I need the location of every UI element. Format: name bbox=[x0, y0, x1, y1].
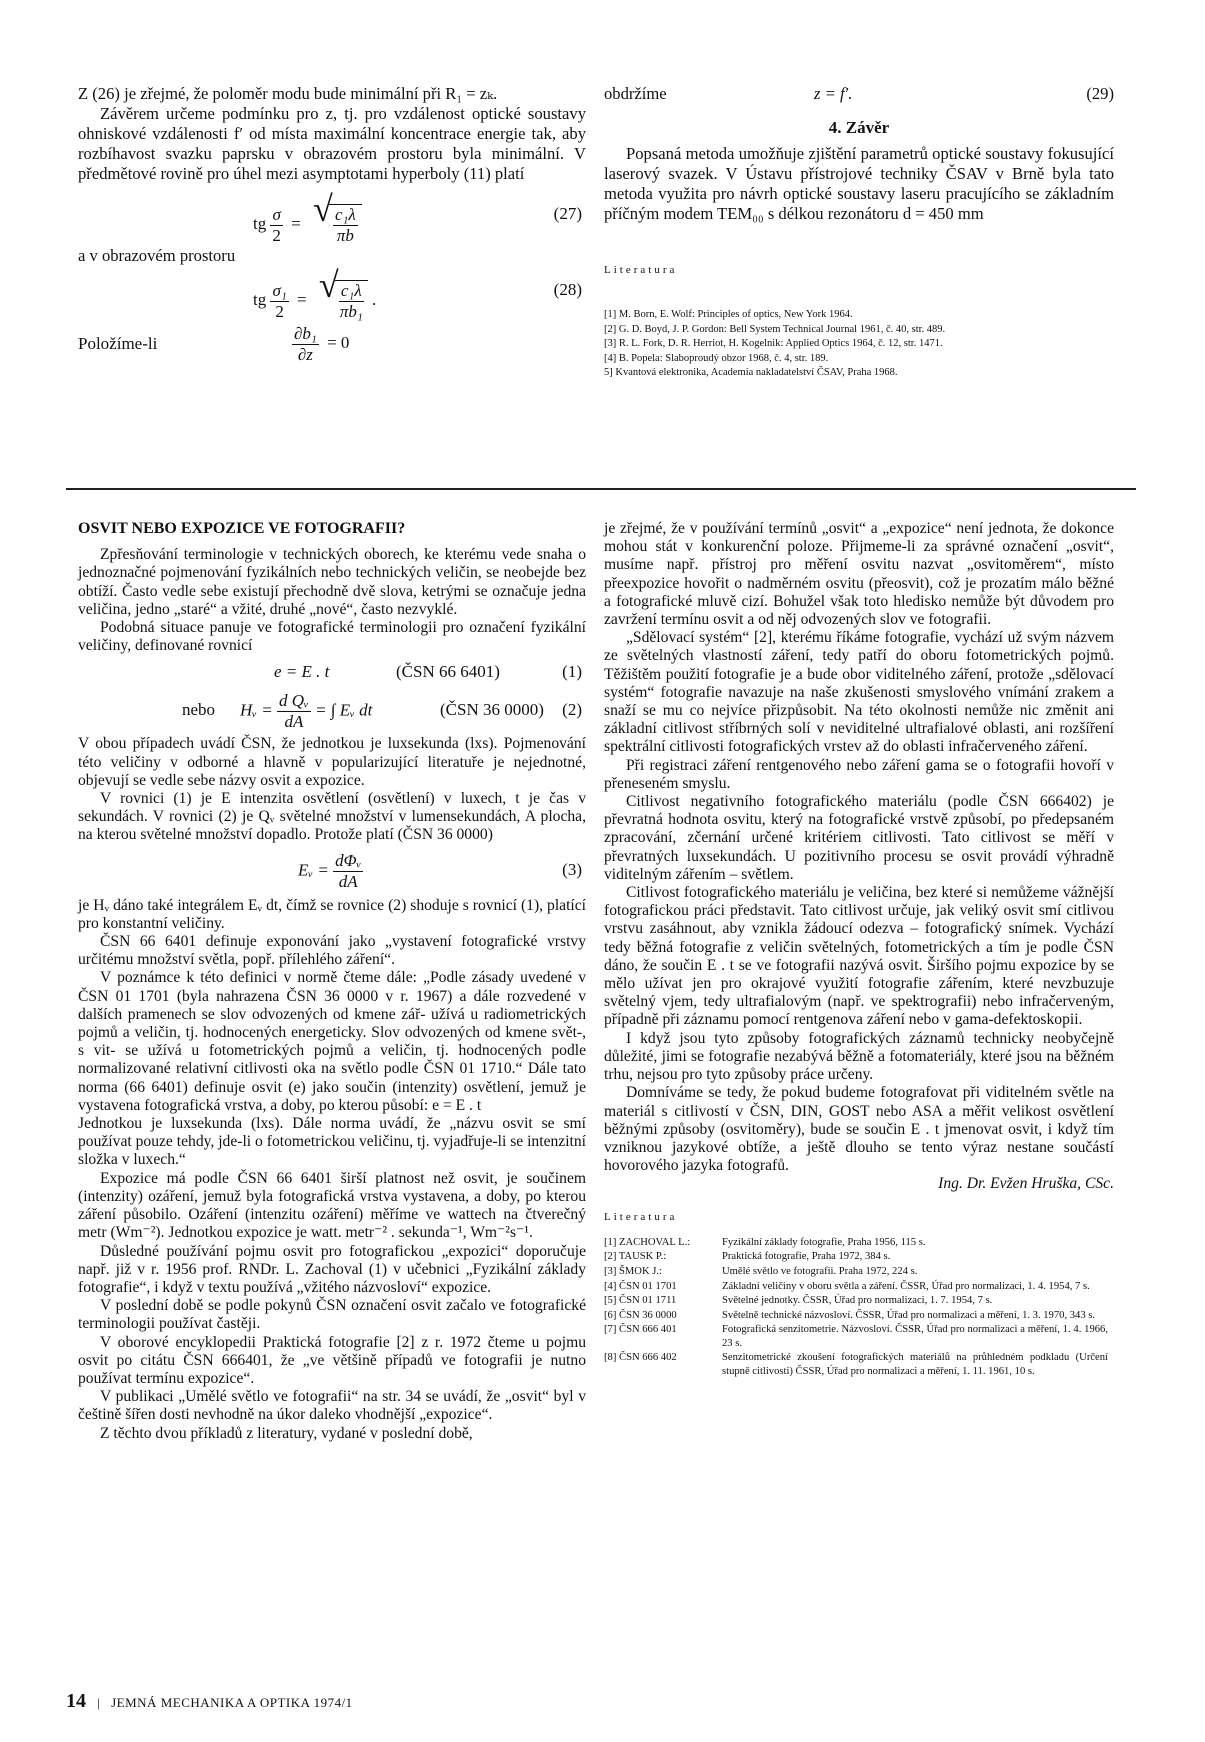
equation-2 bbox=[78, 689, 586, 731]
literature-row bbox=[604, 1294, 1114, 1309]
page-number: 14 bbox=[66, 1690, 86, 1712]
literature-key: [5] ČSN 01 1711 bbox=[604, 1295, 677, 1307]
frac-numerator: d Qᵥ bbox=[279, 691, 309, 711]
article-left-column bbox=[78, 520, 586, 1443]
literature-text: Fotografická senzitometrie. Názvosloví. ČSSR, Úřad pro normalizaci a měření, 1. 4. 1966, 23 s. bbox=[722, 1324, 1108, 1349]
literature-key: [8] ČSN 666 402 bbox=[604, 1352, 677, 1364]
sqrt-numerator: √ c₁λ bbox=[340, 281, 362, 300]
literature-heading: Literatura bbox=[604, 1210, 678, 1223]
page-footer bbox=[66, 1690, 353, 1713]
equation-put bbox=[78, 322, 586, 366]
paragraph: V poslední době se podle pokynů ČSN označení osvit začalo ve fotografické terminologii používat častěji. bbox=[78, 1297, 586, 1333]
magazine-title: JEMNÁ MECHANIKA A OPTIKA 1974/1 bbox=[111, 1695, 353, 1710]
article-right-column bbox=[604, 520, 1114, 1380]
literature-text: Umělé světlo ve fotografii. Praha 1972, 224 s. bbox=[722, 1265, 918, 1277]
paragraph: je Hᵥ dáno také integrálem Eᵥ dt, čímž se rovnice (2) shoduje s rovnicí (1), platící pro konstantní veličiny. bbox=[78, 896, 586, 932]
literature-text: Praktická fotografie, Praha 1972, 384 s. bbox=[722, 1251, 891, 1263]
frac-denominator: ∂z bbox=[297, 345, 313, 364]
frac-numerator: σ₁ bbox=[272, 280, 287, 300]
reference-item: [3] R. L. Fork, D. R. Herriot, H. Kogelnik: Applied Optics 1964, č. 12, str. 1471. bbox=[604, 338, 943, 350]
equation-number: (3) bbox=[562, 859, 582, 879]
paragraph: V obou případech uvádí ČSN, že jednotkou je luxsekunda (lxs). Pojmenování této veličiny v odborné a hlavně v popularizující literatuře je nejednotné, objevují se vedle sebe názvy osvit a expozice. bbox=[78, 735, 586, 789]
literature-row bbox=[604, 1250, 1114, 1265]
reference-item: [1] M. Born, E. Wolf: Principles of optics, New York 1964. bbox=[604, 309, 853, 320]
literature-text: Základní veličiny v oboru světla a záření. ČSSR, Úřad pro normalizaci, 1. 4. 1954, 7 s. bbox=[722, 1280, 1090, 1292]
eq3-lhs: Eᵥ = bbox=[298, 860, 329, 880]
paragraph: V rovnici (1) je E intenzita osvětlení (osvětlení) v luxech, t je čas v sekundách. V rovnici (2) je Qᵥ světelné množství v lumensekundách, A plocha, na kterou světelné množství dopadlo. Protože platí (ČSN 36 0000) bbox=[78, 790, 586, 844]
section-title: 4. Závěr bbox=[828, 118, 890, 137]
eq2-rhs: = ∫ Eᵥ dt bbox=[315, 700, 373, 720]
equation-number: (1) bbox=[562, 662, 582, 682]
paragraph: Podobná situace panuje ve fotografické terminologii pro označení fyzikální veličiny, definované rovnicí bbox=[78, 619, 586, 655]
eq-fraction bbox=[270, 205, 282, 246]
eq-tg: tg bbox=[253, 289, 267, 309]
conclusion-paragraph: Popsaná metoda umožňuje zjištění parametrů optické soustavy fokusující laserový svazek. V Ústavu přístrojové techniky ČSAV v Brně byla tato metoda využita pro návrh optické soustavy laseru pracujícího se základním příčným modem TEM₀₀ s délkou rezonátoru d = 450 mm bbox=[604, 144, 1114, 223]
paragraph: V poznámce k této definici v normě čteme dále: „Podle zásady uvedené v ČSN 01 1701 (byla nahrazena ČSN 36 0000 v r. 1967) a dále rozvedené v dalších pramenech se slov odvozených od kmene zář- užívá u radiometrických pojmů a veličin, tj. hodnocených energeticky. Slov odvozených od kmene svět-, s vit- se užívá u fotometrických pojmů a veličin, tj. hodnocených podle normalizované relativní citlivosti oka na světlo podle ČSN 01 1710.“ Dále tato norma (66 6401) definuje osvit (e) jako součin (intenzity) osvětlení, jemuž je vystavena fotografická vrstva, a doby, po kterou působí: e = E . t bbox=[78, 969, 586, 1114]
paragraph: ČSN 66 6401 definuje exponování jako „vystavení fotografické vrstvy určitému množství světla, popř. přílehlého záření“. bbox=[78, 933, 586, 969]
sqrt-numerator: √ c₁λ bbox=[334, 205, 356, 224]
literature-key: [6] ČSN 36 0000 bbox=[604, 1309, 677, 1321]
equation-29 bbox=[604, 84, 1114, 108]
paragraph: a v obrazovém prostoru bbox=[78, 246, 236, 265]
frac-denominator: dA bbox=[284, 712, 304, 732]
literature-text: Světelné jednotky. ČSSR, Úřad pro normalizaci, 1. 7. 1954, 7 s. bbox=[722, 1295, 993, 1307]
literature-key: [7] ČSN 666 401 bbox=[604, 1324, 677, 1336]
equation-3 bbox=[78, 849, 586, 893]
section-divider bbox=[66, 488, 1136, 490]
paragraph: Z těchto dvou příkladů z literatury, vydané v poslední době, bbox=[100, 1424, 473, 1442]
paragraph: V oborové encyklopedii Praktická fotografie [2] z r. 1972 čteme u pojmu osvit po citátu ČSN 666401, že „ve většině případů ve fotografii je nutno používat termínu expozice“. bbox=[78, 1333, 586, 1387]
paragraph: Při registraci záření rentgenového nebo záření gama se o fotografii hovoří v přeneseném smyslu. bbox=[604, 756, 1114, 792]
eq-tg: tg bbox=[253, 213, 267, 233]
literature-text: Fyzikální základy fotografie, Praha 1956, 115 s. bbox=[722, 1236, 926, 1248]
eq-rhs: = 0 bbox=[327, 333, 350, 353]
equation-28: tg $\frac{\text{σ₁}}{2}$ = √ $\frac{\text{c₁λ}}{\text{πb₁}}$ . (28) bbox=[78, 270, 586, 318]
frac-numerator: σ bbox=[272, 204, 281, 224]
top-right-column bbox=[604, 84, 1114, 381]
paragraph: Domníváme se tedy, že pokud budeme fotografovat při viditelném světle na materiál s citlivostí v ČSN, DIN, GOST nebo ASA a měřit velikost osvětlení běžnými způsoby (osvitoměry), bude se součin E . t jmenovat osvit, i když tím vzniknou jazykové obtíže, a ještě dlouho se tento výraz nestane součástí hovorového jazyka fotografů. bbox=[604, 1084, 1114, 1175]
reference-item: [4] B. Popela: Slaboproudý obzor 1968, č. 4, str. 189. bbox=[604, 352, 829, 364]
literature-table bbox=[604, 1236, 1114, 1380]
equation-number: (27) bbox=[553, 204, 582, 223]
equation-number: (2) bbox=[562, 700, 582, 720]
paragraph: V publikaci „Umělé světlo ve fotografii“ na str. 34 se uvádí, že „osvit“ byl v češtině šířen dosti nevhodně na úkor daleko vhodnější „expozice“. bbox=[78, 1388, 586, 1424]
paragraph: Zpřesňování terminologie v technických oborech, ke kterému vede snaha o jednoznačné pojmenování fyzikálních nebo technických veličin, se neobejde bez obtíží. Často vedle sebe existují přechodně dvě slova, ketrými se označuje jedna veličina, jedno „staré“ a vžité, druhé „nové“, často nezvyklé. bbox=[78, 546, 586, 618]
literature-key: [1] ZACHOVAL L.: bbox=[604, 1236, 691, 1248]
eq-sqrt bbox=[335, 280, 368, 322]
equation-number: (29) bbox=[1086, 84, 1114, 103]
author-signature: Ing. Dr. Evžen Hruška, CSc. bbox=[938, 1175, 1114, 1193]
paragraph: Závěrem určeme podmínku pro z, tj. pro vzdálenost optické soustavy ohniskové vzdálenosti f′ od místa maximální koncentrace energie tak, aby rozbíhavost svazku paprsku v obrazovém prostoru byla minimální. V předmětové rovině pro úhel mezi asymptotami hyperboly (11) platí bbox=[78, 104, 586, 183]
literature-text: Senzitometrické zkoušení fotografických materiálů na průhledném podkladu (Určení stupně citlivosti) ČSSR, Úřad pro normalizaci a měření, 1. 11. 1961, 10 s. bbox=[722, 1352, 1108, 1378]
put-label: Položíme-li bbox=[78, 334, 158, 353]
eq-sqrt bbox=[329, 204, 362, 246]
footer-separator: | bbox=[97, 1695, 100, 1710]
eq1-norm: (ČSN 66 6401) bbox=[396, 662, 500, 682]
eq2-lhs: Hᵥ = bbox=[240, 700, 273, 720]
eq2-norm: (ČSN 36 0000) bbox=[440, 700, 544, 720]
reference-item: 5] Kvantová elektronika, Academia nakladatelství ČSAV, Praha 1968. bbox=[604, 367, 898, 379]
literature-row bbox=[604, 1280, 1114, 1295]
paragraph: Citlivost negativního fotografického materiálu (podle ČSN 666402) je převratná hodnota osvitu, který na fotografické vrstvě způsobí, po předepsaném zpracování, zčernání určené kritériem citlivosti. Tato citlivost se měří v převratných luxsekundách. U pozitivního procesu se osvit provádí výhradně viditelným zářením – světlem. bbox=[604, 793, 1114, 883]
sqrt-denominator: πb₁ bbox=[339, 302, 363, 321]
paragraph: Citlivost fotografického materiálu je veličina, bez které si nemůžeme vážnější fotografickou práci představit. Tato citlivost určuje, jak veliký osvit smí citlivou vrstvu zasáhnout, aby vznikla žádoucí odezva – fotografický snímek. Vychází tedy běžná fotografie z veličin světelných, fotometrických a tím je podle ČSN dáno, že součin E . t se ve fotografii nazývá osvit. Širšího pojmu expozice by se mělo užívat jen pro okrajové využití fotografie zářením, které nevzbuzuje světelný vjem, tedy ultrafialovým (např. ve spektrografii) nebo infračerveným, případně při záznamu pomocí rentgenova záření nebo v gama-defektoskopii. bbox=[604, 884, 1114, 1029]
frac-numerator: ∂b₁ bbox=[294, 324, 317, 343]
eq29-expr: z = f′. bbox=[814, 84, 853, 103]
frac-denominator: 2 bbox=[275, 301, 284, 321]
paragraph: „Sdělovací systém“ [2], kterému říkáme fotografie, vychází už svým názvem ze světelných vlastností záření, tedy patří do oboru fotometrických pojmů. Těžištěm použití fotografie je a bude obor viditelného záření, protože „sdělovací systém“ fotografie navazuje na naše zkušenosti smyslového vnímání zrakem a snaží se mu co nejvíce přizpůsobit. Na této okolnosti nemůže nic změnit ani základní citlivost stříbrných solí v neviditelné ultrafialové oblasti, ani rozšíření spektrální citlivosti fotografických vrstev až do oblasti infračerveného záření. bbox=[604, 629, 1114, 756]
sqrt-denominator: πb bbox=[336, 226, 354, 245]
paragraph: Z (26) je zřejmé, že poloměr modu bude minimální při R₁ = zₖ. bbox=[78, 84, 498, 103]
literature-row bbox=[604, 1351, 1114, 1379]
equation-1 bbox=[78, 659, 586, 685]
frac-denominator: 2 bbox=[272, 225, 281, 245]
frac-denominator: dA bbox=[338, 871, 358, 891]
eq2-prefix: nebo bbox=[182, 700, 216, 720]
paragraph: I když jsou tyto způsoby fotografických záznamů technicky neobyčejně důležité, jimi se fotografie nezabývá běžně a fotomateriály, které jsou na běžném trhu, nejsou pro tyto způsoby práce určeny. bbox=[604, 1029, 1114, 1084]
paragraph: Expozice má podle ČSN 66 6401 širší platnost než osvit, je součinem (intenzity) ozáření, jemuž byla fotografická vrstva vystavena, a doby, po kterou záření působilo. Ozáření (intenzitu ozáření) měříme ve wattech na čtverečný metr (Wm⁻²). Jednotkou expozice je watt. metr⁻² . sekunda⁻¹, Wm⁻²s⁻¹. bbox=[78, 1169, 586, 1242]
literature-key: [4] ČSN 01 1701 bbox=[604, 1280, 677, 1292]
literature-key: [2] TAUSK P.: bbox=[604, 1251, 667, 1263]
eq1-expr: e = E . t bbox=[274, 662, 330, 682]
literature-row bbox=[604, 1265, 1114, 1280]
paragraph: Důsledné používání pojmu osvit pro fotografickou „expozici“ doporučuje např. již v r. 1956 prof. RNDr. L. Zachoval (1) v učebnici „Fyzikální základy fotografie“, i když v textu používá „vžitého názvosloví“ expozice. bbox=[78, 1242, 586, 1296]
literature-heading: Literatura bbox=[604, 264, 678, 276]
frac-numerator: dΦᵥ bbox=[335, 850, 362, 870]
literature-row bbox=[604, 1323, 1114, 1351]
literature-text: Světelně technické názvosloví. ČSSR, Úřad pro normalizaci a měření, 1. 3. 1970, 343 s. bbox=[722, 1309, 1096, 1321]
eq-fraction bbox=[270, 281, 288, 322]
literature-key: [3] ŠMOK J.: bbox=[604, 1265, 662, 1277]
paragraph: je zřejmé, že v používání termínů „osvit“ a „expozice“ není jednota, že dokonce mohou stát v konkurenční poloze. Přijmeme-li za správné označení „osvit“, musíme např. přístroj pro měření osvitu nazvat „osvitoměrem“, místo přeexpozice hovořit o nadměrném osvitu (přeosvit), což je prozatím málo běžné a fotografické mluvě cizí. Bohužel však toto hledisko nemůže být důvodem pro zavržení termínu osvit a od něj odvozených slov ve fotografii. bbox=[604, 520, 1114, 629]
literature-row bbox=[604, 1236, 1114, 1251]
obtain-label: obdržíme bbox=[604, 84, 667, 103]
reference-list bbox=[604, 308, 1114, 381]
equation-number: (28) bbox=[553, 280, 582, 299]
article-title: OSVIT NEBO EXPOZICE VE FOTOGRAFII? bbox=[78, 520, 406, 537]
equation-27: tg $\frac{\sigma}{2}$ = √ $\frac{\text{c₁λ}}{\pi b}$ (27) bbox=[78, 194, 586, 242]
reference-item: [2] G. D. Boyd, J. P. Gordon: Bell System Technical Journal 1961, č. 40, str. 489. bbox=[604, 323, 946, 335]
literature-row bbox=[604, 1309, 1114, 1324]
top-left-column bbox=[78, 84, 586, 370]
paragraph: Jednotkou je luxsekunda (lxs). Dále norma uvádí, že „názvu osvit se smí používat pouze tehdy, jde-li o fotometrickou veličinu, tj. vyjadřuje-li se intenzitní složka v luxech.“ bbox=[78, 1115, 586, 1169]
